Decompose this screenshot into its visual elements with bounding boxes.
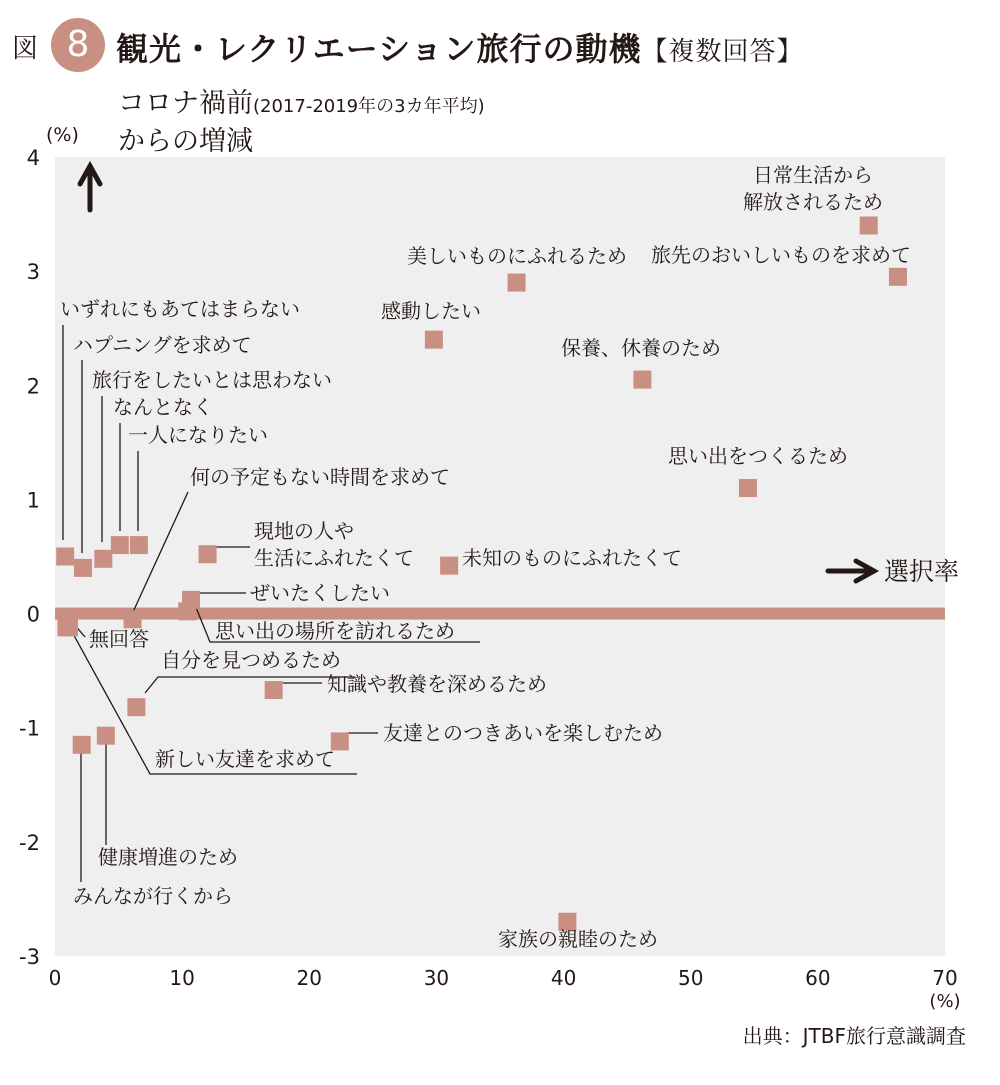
data-point-label: 思い出をつくるため — [668, 444, 848, 468]
x-tick-label: 40 — [550, 966, 577, 990]
y-tick-label: -1 — [19, 716, 40, 741]
data-point-label: 友達とのつきあいを楽しむため — [383, 721, 663, 745]
data-point-marker — [178, 602, 196, 620]
data-point-marker — [127, 698, 145, 716]
x-tick-label: 10 — [169, 966, 195, 990]
y-axis-title-line2: からの増減 — [118, 126, 253, 157]
data-point-marker — [130, 536, 148, 554]
data-point-label: 知識や教養を深めるため — [327, 672, 547, 696]
x-tick-label: 0 — [48, 966, 62, 990]
data-point-marker — [860, 216, 878, 234]
y-tick-label: 3 — [26, 260, 40, 285]
x-tick-label: 30 — [423, 966, 450, 990]
figure-prefix: 図 — [12, 34, 39, 64]
figure-title-note: 【複数回答】 — [641, 37, 804, 67]
source-note: 出典：JTBF旅行意識調査 — [742, 1024, 966, 1048]
y-tick-label: -3 — [19, 945, 40, 969]
data-point-label: 日常生活から解放されるため — [743, 163, 883, 214]
x-tick-label: 60 — [805, 966, 831, 990]
figure-title-text: 観光・レクリエーション旅行の動機 — [116, 30, 642, 68]
figure-number-badge: 8 — [51, 18, 105, 72]
x-tick-label: 20 — [296, 966, 323, 990]
data-point-label: ハプニングを求めて — [73, 333, 252, 357]
y-axis-title-line1: コロナ禍前 — [118, 88, 253, 119]
data-point-label: 自分を見つめるため — [161, 648, 341, 672]
x-axis-unit: (%) — [929, 991, 961, 1012]
data-point-marker — [94, 550, 112, 568]
data-point-label: ぜいたくしたい — [250, 581, 390, 605]
data-point-label: 現地の人や生活にふれたくて — [254, 519, 414, 570]
y-tick-label: 2 — [26, 374, 40, 399]
data-point-marker — [425, 331, 443, 349]
data-point-label: 旅先のおいしいものを求めて — [651, 243, 911, 267]
x-tick-label: 50 — [677, 966, 704, 990]
y-tick-label: 0 — [26, 602, 40, 627]
data-point-label: 未知のものにふれたくて — [462, 546, 682, 570]
y-tick-label: 1 — [26, 488, 40, 513]
data-point-marker — [199, 545, 217, 563]
data-point-marker — [889, 268, 907, 286]
data-point-marker — [74, 559, 92, 577]
data-point-label: 何の予定もない時間を求めて — [190, 465, 450, 489]
data-point-marker — [111, 536, 129, 554]
data-point-label: 思い出の場所を訪れるため — [215, 619, 455, 643]
data-point-marker — [633, 371, 651, 389]
y-tick-label: -2 — [19, 830, 40, 855]
data-point-marker — [73, 736, 91, 754]
x-tick-label: 70 — [932, 966, 958, 990]
data-point-marker — [124, 610, 142, 628]
y-tick-label: 4 — [26, 146, 40, 170]
data-point-marker — [739, 479, 757, 497]
data-point-marker — [265, 681, 283, 699]
data-point-label: 家族の親睦のため — [498, 927, 658, 951]
data-point-label: 感動したい — [381, 299, 481, 323]
y-axis-title-period: (2017-2019年の3カ年平均) — [253, 96, 485, 117]
data-point-label: 新しい友達を求めて — [155, 747, 335, 771]
data-point-marker — [60, 618, 78, 636]
data-point-label: 保養、休養のため — [561, 336, 721, 360]
data-point-label: みんなが行くから — [73, 884, 233, 908]
x-axis-label: 選択率 — [884, 557, 960, 586]
data-point-marker — [56, 548, 74, 566]
data-point-label: 一人になりたい — [128, 423, 268, 447]
data-point-label: 美しいものにふれるため — [407, 244, 627, 268]
data-point-marker — [440, 557, 458, 575]
data-point-label: いずれにもあてはまらない — [60, 297, 300, 321]
y-axis-unit: (%) — [46, 124, 79, 146]
data-point-label: なんとなく — [113, 395, 213, 419]
data-point-marker — [508, 274, 526, 292]
data-point-label: 健康増進のため — [98, 845, 238, 869]
data-point-marker — [97, 727, 115, 745]
data-point-label: 旅行をしたいとは思わない — [92, 368, 332, 392]
data-point-label: 無回答 — [89, 627, 149, 651]
